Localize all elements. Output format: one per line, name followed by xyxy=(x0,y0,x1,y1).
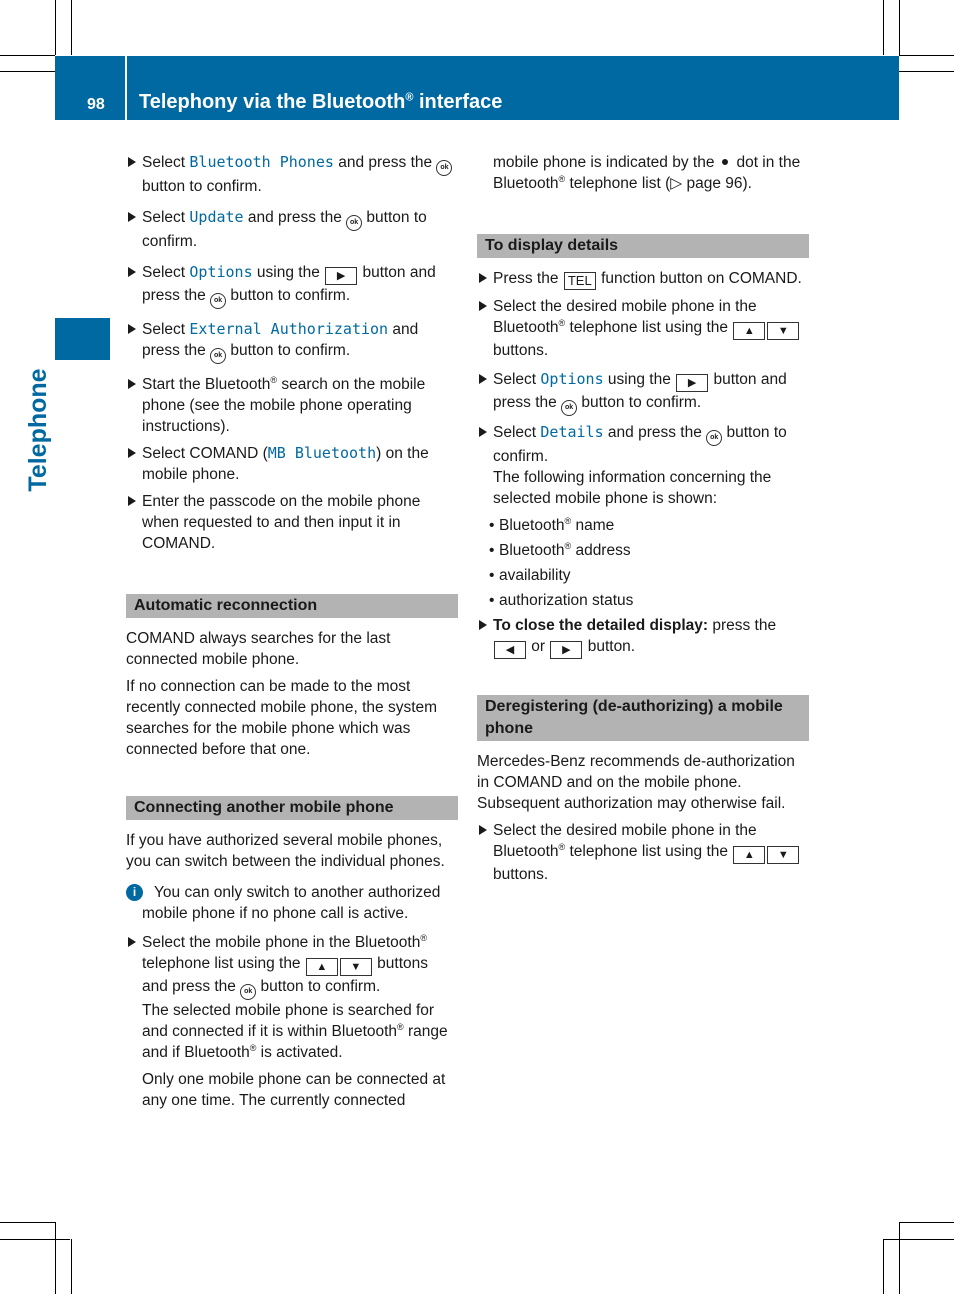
down-arrow-key-icon: ▼ xyxy=(767,322,799,340)
info-note: i You can only switch to another authorized mobile phone if no phone call is active. xyxy=(126,882,458,924)
paragraph: Mercedes-Benz recommends de-authorization in COMAND and on the mobile phone. Subsequent authorization may otherwise fail. xyxy=(477,753,795,812)
crop-mark xyxy=(0,1222,55,1223)
section-heading: Automatic reconnection xyxy=(126,594,458,618)
page-title: Telephony via the Bluetooth® interface xyxy=(139,91,503,113)
step-item: Select Options using the ▶ button and press the ok button to confirm. xyxy=(477,369,809,416)
step-item: Select Details and press the ok button to confirm. xyxy=(477,422,809,467)
tel-key-icon: TEL xyxy=(564,272,596,290)
header-divider xyxy=(125,56,127,120)
section-heading: Connecting another mobile phone xyxy=(126,796,458,820)
step-item: Select the mobile phone in the Bluetooth® telephone list using the ▲ ▼ buttons and press the ok button to confirm. xyxy=(126,932,458,1000)
crop-mark xyxy=(899,0,900,55)
list-item: • Bluetooth® name xyxy=(477,515,809,536)
page-number: 98 xyxy=(87,96,105,113)
step-item: Select COMAND (MB Bluetooth) on the mobile phone. xyxy=(126,443,458,485)
step-item: To close the detailed display: press the ◀ or ▶ button. xyxy=(477,615,809,659)
right-column xyxy=(477,152,809,891)
right-arrow-key-icon: ▶ xyxy=(550,641,582,659)
section-heading: Deregistering (de-authorizing) a mobile phone xyxy=(477,695,809,741)
ok-button-icon: ok xyxy=(210,348,226,364)
crop-mark xyxy=(55,1222,56,1294)
section-heading: To display details xyxy=(477,234,809,258)
ok-button-icon: ok xyxy=(346,215,362,231)
left-column xyxy=(126,152,458,1117)
chapter-side-label: Telephone xyxy=(23,368,52,492)
up-arrow-key-icon: ▲ xyxy=(733,322,765,340)
right-arrow-key-icon: ▶ xyxy=(676,374,708,392)
list-item: • authorization status xyxy=(477,590,809,611)
crop-mark xyxy=(0,1239,70,1240)
info-icon: i xyxy=(126,884,143,901)
crop-mark xyxy=(883,0,884,55)
list-item: • availability xyxy=(477,565,809,586)
paragraph: If no connection can be made to the most recently connected mobile phone, the system searches for the mobile phone which was connected before that one. xyxy=(126,678,438,758)
crop-mark xyxy=(71,1239,72,1294)
step-item: Start the Bluetooth® search on the mobile phone (see the mobile phone operating instructions). xyxy=(126,374,458,437)
crop-mark xyxy=(55,0,56,55)
ok-button-icon: ok xyxy=(561,400,577,416)
step-item: Select the desired mobile phone in the Bluetooth® telephone list using the ▲ ▼ buttons. xyxy=(477,296,809,361)
crop-mark xyxy=(899,1222,900,1294)
menu-item: MB Bluetooth xyxy=(267,444,377,462)
menu-item: Options xyxy=(189,263,253,281)
paragraph: The following information concerning the selected mobile phone is shown: xyxy=(493,469,772,507)
crop-mark xyxy=(0,55,55,56)
menu-item: Options xyxy=(540,370,604,388)
step-item: Select Bluetooth Phones and press the ok button to confirm. xyxy=(126,152,458,197)
down-arrow-key-icon: ▼ xyxy=(340,958,372,976)
down-arrow-key-icon: ▼ xyxy=(767,846,799,864)
paragraph: If you have authorized several mobile phones, you can switch between the individual phones. xyxy=(126,832,445,870)
right-arrow-key-icon: ▶ xyxy=(325,267,357,285)
crop-mark xyxy=(884,1239,954,1240)
step-item: Press the TEL function button on COMAND. xyxy=(477,268,809,290)
ok-button-icon: ok xyxy=(436,160,452,176)
connected-dot-icon xyxy=(722,159,728,165)
crop-mark xyxy=(883,1239,884,1294)
paragraph: Only one mobile phone can be connected at any one time. The currently connected xyxy=(142,1071,446,1109)
crop-mark xyxy=(71,0,72,55)
step-item: Enter the passcode on the mobile phone when requested to and then input it in COMAND. xyxy=(126,491,458,554)
ok-button-icon: ok xyxy=(210,293,226,309)
ok-button-icon: ok xyxy=(240,984,256,1000)
paragraph: COMAND always searches for the last connected mobile phone. xyxy=(126,630,391,668)
menu-item: Bluetooth Phones xyxy=(189,153,334,171)
menu-item: External Authorization xyxy=(189,320,389,338)
step-item: Select External Authorization and press the ok button to confirm. xyxy=(126,319,458,364)
step-item: Select Options using the ▶ button and press the ok button to confirm. xyxy=(126,262,458,309)
paragraph: mobile phone is indicated by the dot in the Bluetooth® telephone list (▷ page 96). xyxy=(493,154,801,192)
up-arrow-key-icon: ▲ xyxy=(306,958,338,976)
menu-item: Details xyxy=(540,423,604,441)
step-item: Select the desired mobile phone in the Bluetooth® telephone list using the ▲ ▼ buttons. xyxy=(477,820,809,885)
list-item: • Bluetooth® address xyxy=(477,540,809,561)
up-arrow-key-icon: ▲ xyxy=(733,846,765,864)
crop-mark xyxy=(899,55,954,56)
paragraph: The selected mobile phone is searched for and connected if it is within Bluetooth® range and if Bluetooth® is activated. xyxy=(142,1002,448,1061)
crop-mark xyxy=(899,1222,954,1223)
left-arrow-key-icon: ◀ xyxy=(494,641,526,659)
chapter-tab xyxy=(55,318,110,360)
page-header xyxy=(55,56,899,120)
menu-item: Update xyxy=(189,208,244,226)
ok-button-icon: ok xyxy=(706,430,722,446)
step-item: Select Update and press the ok button to confirm. xyxy=(126,207,458,252)
